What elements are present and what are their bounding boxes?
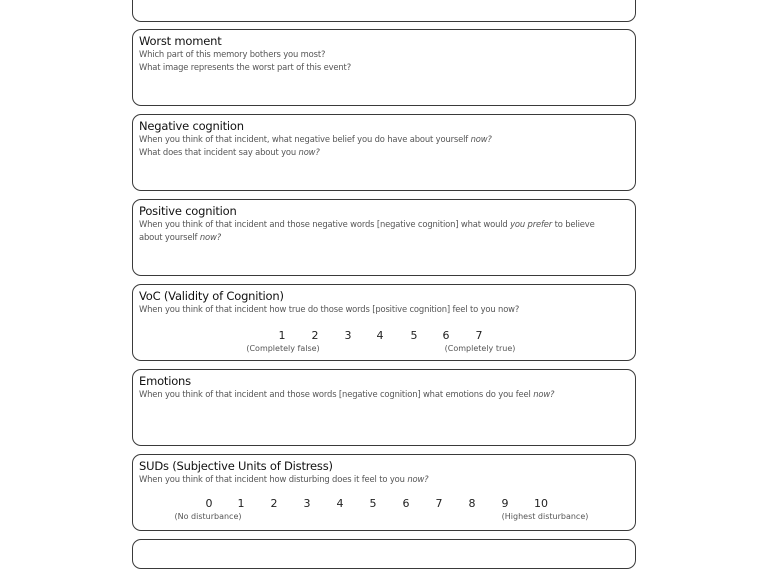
- negative-cognition-question-1: [139, 134, 492, 144]
- suds-scale-9[interactable]: 9: [501, 497, 509, 510]
- voc-scale-2[interactable]: 2: [311, 329, 319, 342]
- voc-scale: [133, 329, 635, 343]
- emotions-title: Emotions: [139, 374, 191, 388]
- positive-cognition-question-text-1: When you think of that incident and those negative words [negative cognition] what would: [139, 219, 511, 229]
- suds-scale-2[interactable]: 2: [270, 497, 278, 510]
- suds-scale-7[interactable]: 7: [435, 497, 443, 510]
- voc-scale-1[interactable]: 1: [278, 329, 286, 342]
- voc-box: [132, 284, 636, 361]
- suds-question: [139, 474, 428, 484]
- voc-scale-5[interactable]: 5: [410, 329, 418, 342]
- voc-high-label: (Completely true): [444, 344, 516, 353]
- emotions-question-italic: now?: [533, 389, 555, 399]
- emotions-question-text: When you think of that incident and those words [negative cognition] what emotions do you feel: [139, 389, 534, 399]
- voc-scale-4[interactable]: 4: [376, 329, 384, 342]
- worst-moment-question-1: Which part of this memory bothers you most?: [139, 49, 326, 59]
- suds-scale-3[interactable]: 3: [303, 497, 311, 510]
- voc-question: When you think of that incident how true do those words [positive cognition] feel to you now?: [139, 304, 520, 314]
- worst-moment-title: Worst moment: [139, 34, 222, 48]
- positive-cognition-question-italic-2: now?: [199, 231, 222, 242]
- negative-cognition-question-2-italic: now?: [298, 147, 320, 157]
- previous-section-box: [132, 0, 636, 22]
- next-section-box: [132, 539, 636, 569]
- voc-title: VoC (Validity of Cognition): [139, 289, 284, 303]
- negative-cognition-question-2-text: What does that incident say about you: [139, 147, 299, 157]
- suds-scale-0[interactable]: 0: [205, 497, 213, 510]
- suds-scale-1[interactable]: 1: [237, 497, 245, 510]
- worst-moment-question-2: What image represents the worst part of this event?: [139, 62, 351, 72]
- worst-moment-box: [132, 29, 636, 106]
- suds-scale-10[interactable]: 10: [534, 497, 548, 510]
- negative-cognition-question-1-italic: now?: [470, 134, 492, 144]
- suds-scale: [133, 497, 635, 511]
- suds-question-text: When you think of that incident how disturbing does it feel to you: [139, 474, 408, 484]
- voc-low-label: (Completely false): [246, 344, 320, 353]
- emotions-question: [139, 389, 554, 399]
- emotions-box: [132, 369, 636, 446]
- suds-high-label: (Highest disturbance): [501, 512, 589, 521]
- voc-scale-7[interactable]: 7: [475, 329, 483, 342]
- voc-scale-3[interactable]: 3: [344, 329, 352, 342]
- positive-cognition-box: [132, 199, 636, 276]
- positive-cognition-question-italic-1: you prefer: [510, 219, 553, 229]
- negative-cognition-question-1-text: When you think of that incident, what negative belief you do have about yourself: [139, 134, 471, 144]
- suds-low-label: (No disturbance): [174, 512, 242, 521]
- suds-title: SUDs (Subjective Units of Distress): [139, 459, 333, 473]
- suds-scale-4[interactable]: 4: [336, 497, 344, 510]
- voc-scale-6[interactable]: 6: [442, 329, 450, 342]
- negative-cognition-question-2: [139, 147, 320, 157]
- suds-scale-6[interactable]: 6: [402, 497, 410, 510]
- suds-scale-5[interactable]: 5: [369, 497, 377, 510]
- negative-cognition-title: Negative cognition: [139, 119, 244, 133]
- suds-scale-8[interactable]: 8: [468, 497, 476, 510]
- positive-cognition-title: Positive cognition: [139, 204, 237, 218]
- suds-question-italic: now?: [407, 474, 429, 484]
- positive-cognition-question-text-2: to believe about yourself: [139, 219, 595, 242]
- positive-cognition-question: [139, 218, 619, 243]
- suds-box: [132, 454, 636, 531]
- negative-cognition-box: [132, 114, 636, 191]
